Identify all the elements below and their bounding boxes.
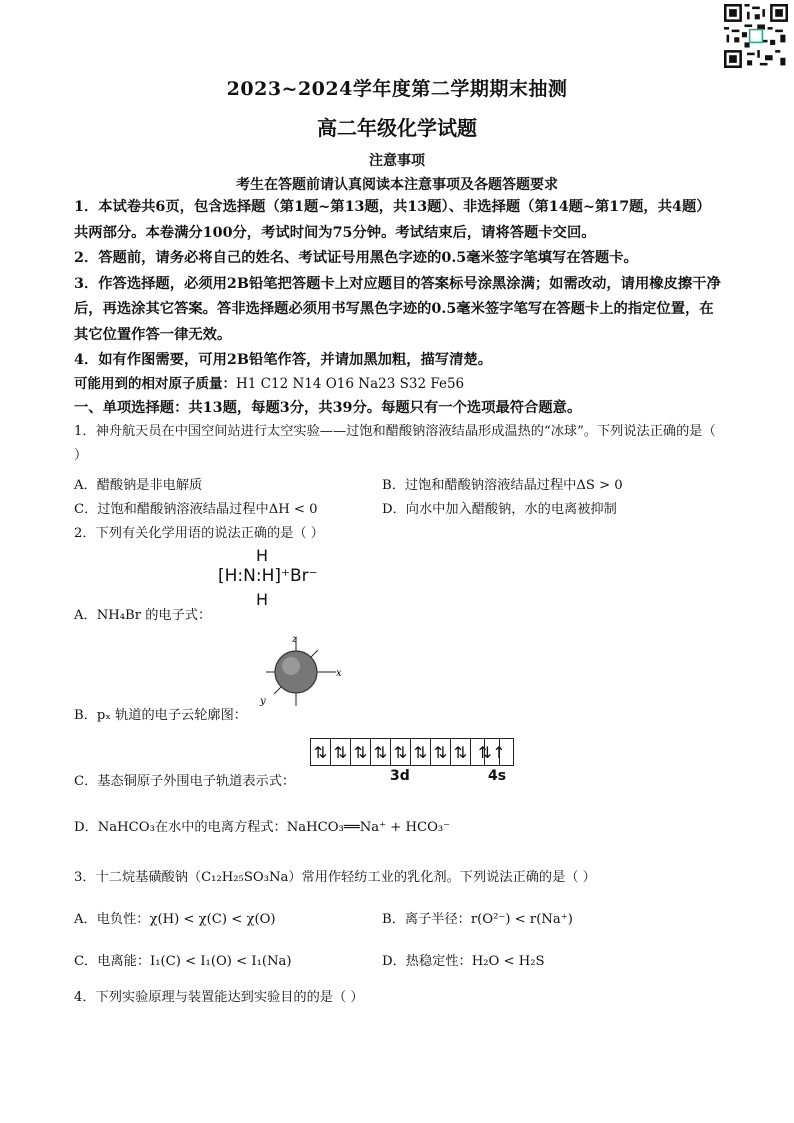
qr-code-icon bbox=[724, 4, 788, 68]
atomic-mass-values: H1 C12 N14 O16 Na23 S32 Fe56 bbox=[236, 376, 465, 392]
notice-item: 1．本试卷共6页，包含选择题（第1题~第13题，共13题）、非选择题（第14题~第17题，共4题）共两部分。本卷满分100分，考试时间为75分钟。考试结束后，请将答题卡交回。 bbox=[74, 199, 711, 241]
orbital-4s-label: 4s bbox=[488, 768, 507, 784]
orbital-box-paired: ⇅ bbox=[450, 738, 470, 766]
atomic-mass-line bbox=[74, 374, 464, 394]
question-4-stem: 4．下列实验原理与装置能达到实验目的的是（ ） bbox=[74, 990, 364, 1005]
notice-item: 3．作答选择题，必须用2B铅笔把答题卡上对应题目的答案标号涂黑涂满；如需改动，请用橡皮擦干净后，再选涂其它答案。答非选择题必须用书写黑色字迹的0.5毫米签字笔写在答题卡上的指定位置，在其它位置作答一律无效。 bbox=[74, 275, 721, 343]
section-heading: 一、单项选择题：共13题，每题3分，共39分。每题只有一个选项最符合题意。 bbox=[74, 400, 582, 416]
exam-title: 2023~2024学年度第二学期期末抽测 bbox=[226, 78, 568, 100]
orbital-diagram bbox=[310, 738, 530, 788]
orbital-box-paired: ⇅ bbox=[330, 738, 350, 766]
p-orbital-diagram bbox=[256, 632, 346, 712]
q2-option-d: D．NaHCO₃在水中的电离方程式：NaHCO₃══Na⁺ + HCO₃⁻ bbox=[74, 820, 451, 835]
orbital-box-paired: ⇅ bbox=[390, 738, 410, 766]
formula-h-bottom: H bbox=[256, 590, 269, 609]
orbital-4s-boxes bbox=[484, 738, 514, 766]
q3-option-c: C．电离能：I₁(C) < I₁(O) < I₁(Na) bbox=[74, 954, 292, 969]
axis-x-label: x bbox=[336, 668, 342, 679]
orbital-box-paired: ⇅ bbox=[310, 738, 330, 766]
q1-option-b: B．过饱和醋酸钠溶液结晶过程中ΔS > 0 bbox=[382, 478, 623, 493]
exam-subtitle: 高二年级化学试题 bbox=[317, 116, 477, 140]
q1-option-c: C．过饱和醋酸钠溶液结晶过程中ΔH < 0 bbox=[74, 502, 318, 517]
atomic-mass-label: 可能用到的相对原子质量： bbox=[74, 376, 236, 392]
axis-z-label: z bbox=[292, 634, 298, 645]
orbital-box-paired: ⇅ bbox=[430, 738, 450, 766]
electron-formula-image bbox=[218, 546, 348, 616]
q2-option-b: B．pₓ 轨道的电子云轮廓图： bbox=[74, 708, 247, 723]
q2-option-c: C．基态铜原子外围电子轨道表示式： bbox=[74, 774, 296, 789]
notice-list bbox=[74, 195, 724, 374]
q3-option-a: A．电负性：χ(H) < χ(C) < χ(O) bbox=[74, 912, 276, 927]
notice-subheading: 考生在答题前请认真阅读本注意事项及各题答题要求 bbox=[236, 177, 558, 193]
formula-h-top: H bbox=[256, 546, 269, 565]
notice-item: 4．如有作图需要，可用2B铅笔作答，并请加黑加粗，描写清楚。 bbox=[74, 352, 492, 368]
q1-option-a: A．醋酸钠是非电解质 bbox=[74, 478, 203, 493]
orbital-3d-boxes bbox=[310, 738, 500, 766]
orbital-box-paired: ⇅ bbox=[350, 738, 370, 766]
question-2-stem: 2．下列有关化学用语的说法正确的是（ ） bbox=[74, 526, 324, 541]
orbital-3d-label: 3d bbox=[390, 768, 410, 784]
question-1-stem: 1．神舟航天员在中国空间站进行太空实验——过饱和醋酸钠溶液结晶形成温热的“冰球”。下列说法正确的是（ ） bbox=[74, 424, 716, 463]
axis-y-label: y bbox=[260, 696, 266, 707]
q3-option-d: D．热稳定性：H₂O < H₂S bbox=[382, 954, 545, 969]
q3-option-b: B．离子半径：r(O²⁻) < r(Na⁺) bbox=[382, 912, 573, 927]
orbital-box-single: ↑ bbox=[484, 738, 514, 766]
formula-main: [H:N:H]⁺Br⁻ bbox=[218, 566, 318, 586]
notice-item: 2．答题前，请务必将自己的姓名、考试证号用黑色字迹的0.5毫米签字笔填写在答题卡。 bbox=[74, 250, 638, 266]
q2-option-a: A．NH₄Br 的电子式： bbox=[74, 608, 212, 623]
notice-heading: 注意事项 bbox=[369, 153, 425, 169]
orbital-box-paired: ⇅ bbox=[370, 738, 390, 766]
q1-option-d: D．向水中加入醋酸钠，水的电离被抑制 bbox=[382, 502, 617, 517]
orbital-box-paired: ⇅ bbox=[470, 738, 500, 766]
orbital-highlight bbox=[282, 657, 300, 675]
question-3-stem: 3．十二烷基磺酸钠（C₁₂H₂₅SO₃Na）常用作轻纺工业的乳化剂。下列说法正确的是（ ） bbox=[74, 870, 596, 885]
orbital-box-paired: ⇅ bbox=[410, 738, 430, 766]
